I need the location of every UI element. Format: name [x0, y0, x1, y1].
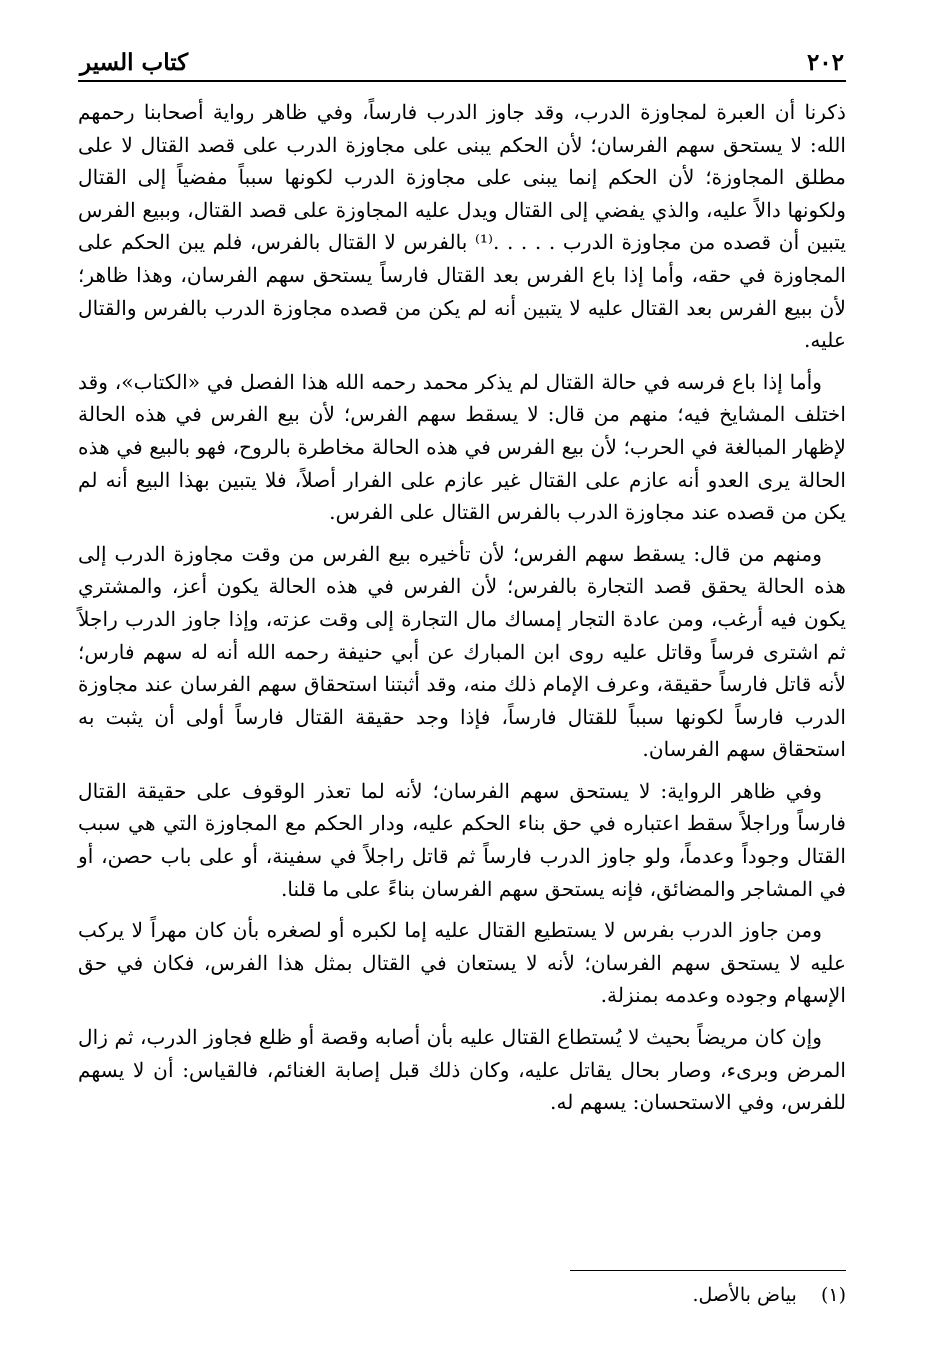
footnote-text: بياض بالأصل. — [692, 1284, 797, 1306]
paragraph: وفي ظاهر الرواية: لا يستحق سهم الفرسان؛ لأنه لما تعذر الوقوف على حقيقة القتال فارساً وراجلاً سقط اعتباره في حق بناء الحكم عليه، ودار الحكم مع المجاوزة التي هي سبب القتال وجوداً وعدماً، ولو جاوز الدرب فارساً ثم قاتل راجلاً في سفينة، أو على باب حصن، أو في المشاجر والمضائق، فإنه يستحق سهم الفرسان بناءً على ما قلنا. — [78, 778, 846, 901]
footnote-divider — [570, 1270, 846, 1271]
paragraph: وإن كان مريضاً بحيث لا يُستطاع القتال عليه بأن أصابه وقصة أو ظلع فجاوز الدرب، ثم زال المرض وبرىء، وصار بحال يقاتل عليه، وكان ذلك قبل إصابة الغنائم، فالقياس: أن لا يسهم للفرس، وفي الاستحسان: يسهم له. — [78, 1025, 846, 1115]
paragraph: وأما إذا باع فرسه في حالة القتال لم يذكر محمد رحمه الله هذا الفصل في «الكتاب»، وقد اختلف المشايخ فيه؛ منهم من قال: لا يسقط سهم الفرس؛ لأن بيع الفرس في هذه الحالة لإظهار المبالغة في الحرب؛ لأن بيع الفرس في هذه الحالة مخاطرة بالروح، فهو بالبيع في هذه الحالة يرى العدو أنه عازم على القتال غير عازم على الفرار أصلاً، فلا يتبين بهذا البيع أنه لم يكن من قصده عند مجاوزة الدرب بالفرس القتال على الفرس. — [78, 369, 846, 525]
footnote — [692, 1280, 846, 1310]
page-number: ٢٠٢ — [806, 49, 844, 76]
page-header — [78, 40, 846, 82]
paragraph: ومنهم من قال: يسقط سهم الفرس؛ لأن تأخيره بيع الفرس من وقت مجاوزة الدرب إلى هذه الحالة يحقق قصد التجارة بالفرس؛ لأن الفرس في هذه الحالة يكون أعز، والمشتري يكون فيه أرغب، ومن عادة التجار إمساك مال التجارة إلى وقت عزته، وإذا جاوز الدرب راجلاً ثم اشترى فرساً وقاتل عليه روى ابن المبارك عن أبي حنيفة رحمه الله أنه له سهم فارس؛ لأنه قاتل فارساً حقيقة، وعرف الإمام ذلك منه، وقد أثبتنا استحقاق سهم الفرسان عند مجاوزة الدرب فارساً لكونها سبباً للقتال فارساً، فإذا وجد حقيقة القتال فارساً أولى أن يثبت به استحقاق سهم الفرسان. — [78, 541, 846, 762]
footnote-marker: (١) — [820, 1284, 846, 1306]
paragraph: ومن جاوز الدرب بفرس لا يستطيع القتال عليه إما لكبره أو لصغره بأن كان مهراً لا يركب عليه لا يستحق سهم الفرسان؛ لأنه لا يستعان في القتال بمثل هذا الفرس، فكان في حق الإسهام وجوده وعدمه بمنزلة. — [78, 918, 846, 1008]
body-text — [78, 96, 846, 1119]
paragraph: ذكرنا أن العبرة لمجاوزة الدرب، وقد جاوز الدرب فارساً، وفي ظاهر رواية أصحابنا رحمهم الله: لا يستحق سهم الفرسان؛ لأن الحكم يبنى على مجاوزة الدرب على قصد القتال لا على مطلق المجاوزة؛ لأن الحكم إنما يبنى على مجاوزة الدرب لكونها سبباً مفضياً إلى القتال ولكونها دالاً عليه، والذي يفضي إلى القتال ويدل عليه المجاوزة على قصد القتال، وببيع الفرس يتبين أن قصده من مجاوزة الدرب . . . . .⁽¹⁾ بالفرس لا القتال بالفرس، فلم يبن الحكم على المجاوزة في حقه، وأما إذا باع الفرس بعد القتال فارساً يستحق سهم الفرسان، وهذا ظاهر؛ لأن ببيع الفرس بعد القتال عليه لا يتبين أنه لم يكن من قصده مجاوزة الدرب بالفرس والقتال عليه. — [78, 100, 846, 353]
book-page — [78, 40, 846, 1128]
running-title: كتاب السير — [80, 49, 189, 76]
